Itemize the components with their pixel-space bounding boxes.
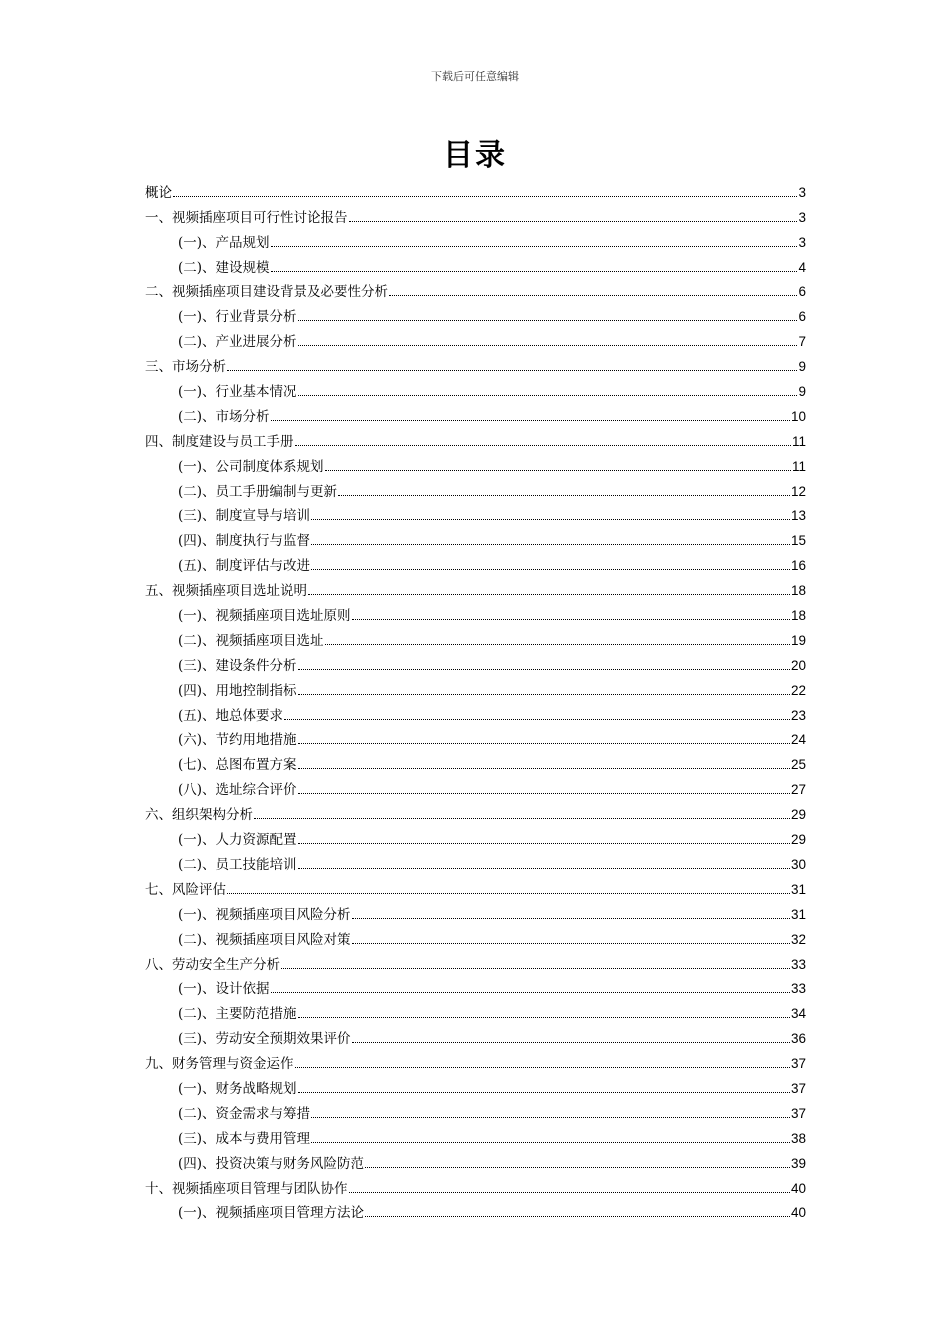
toc-entry[interactable] [145, 773, 806, 798]
toc-entry-title: (四)、用地控制指标 [178, 682, 297, 699]
toc-entry-title: (一)、产品规划 [178, 234, 270, 251]
toc-entry-page-number: 27 [790, 782, 806, 798]
toc-entry-page-number: 36 [790, 1031, 806, 1047]
toc-entry[interactable] [145, 748, 806, 773]
header-note: 下载后可任意编辑 [431, 70, 519, 83]
toc-dot-leader [352, 918, 790, 919]
toc-entry-title: (二)、视频插座项目选址 [178, 632, 324, 649]
toc-entry[interactable] [145, 798, 806, 823]
toc-entry[interactable] [145, 1147, 806, 1172]
toc-dot-leader [365, 1216, 790, 1217]
toc-entry-page-number: 31 [790, 906, 806, 922]
toc-entry-page-number: 6 [798, 309, 806, 325]
toc-dot-leader [298, 793, 790, 794]
toc-entry[interactable] [145, 699, 806, 724]
toc-entry[interactable] [145, 176, 806, 201]
toc-dot-leader [325, 644, 790, 645]
toc-entry-title: (一)、视频插座项目管理方法论 [178, 1205, 365, 1222]
toc-entry-title: (一)、财务战略规划 [178, 1080, 297, 1097]
toc-entry-title: (二)、员工技能培训 [178, 856, 297, 873]
toc-entry[interactable] [145, 325, 806, 350]
toc-entry-page-number: 3 [798, 209, 806, 225]
toc-dot-leader [281, 968, 790, 969]
toc-entry-title: (三)、劳动安全预期效果评价 [178, 1031, 351, 1048]
toc-entry-page-number: 12 [790, 483, 806, 499]
toc-dot-leader [298, 1092, 790, 1093]
toc-dot-leader [349, 221, 798, 222]
toc-entry[interactable] [145, 500, 806, 525]
toc-dot-leader [352, 1042, 790, 1043]
toc-entry-title: (五)、地总体要求 [178, 707, 284, 724]
toc-entry-page-number: 10 [790, 408, 806, 424]
toc-entry[interactable] [145, 300, 806, 325]
toc-entry-title: (二)、员工手册编制与更新 [178, 483, 338, 500]
toc-dot-leader [271, 246, 798, 247]
toc-dot-leader [298, 743, 790, 744]
toc-entry-page-number: 4 [798, 259, 806, 275]
toc-entry-page-number: 13 [790, 508, 806, 524]
toc-entry-page-number: 30 [790, 856, 806, 872]
toc-dot-leader [298, 320, 798, 321]
toc-entry[interactable] [145, 1072, 806, 1097]
toc-dot-leader [298, 868, 790, 869]
toc-dot-leader [295, 1067, 790, 1068]
toc-dot-leader [308, 594, 790, 595]
toc-entry-title: 五、视频插座项目选址说明 [145, 583, 307, 600]
toc-entry-page-number: 22 [790, 682, 806, 698]
toc-entry[interactable] [145, 624, 806, 649]
toc-entry-page-number: 11 [791, 458, 806, 474]
toc-entry-title: (八)、选址综合评价 [178, 782, 297, 799]
toc-entry-page-number: 32 [790, 931, 806, 947]
toc-dot-leader [352, 619, 790, 620]
toc-entry-title: (一)、视频插座项目风险分析 [178, 906, 351, 923]
toc-entry-title: (一)、视频插座项目选址原则 [178, 608, 351, 625]
toc-entry[interactable] [145, 973, 806, 998]
toc-entry-page-number: 39 [790, 1155, 806, 1171]
toc-entry[interactable] [145, 823, 806, 848]
toc-dot-leader [365, 1167, 790, 1168]
toc-entry-page-number: 18 [790, 608, 806, 624]
toc-entry[interactable] [145, 923, 806, 948]
toc-entry-page-number: 33 [790, 981, 806, 997]
toc-entry-title: (六)、节约用地措施 [178, 732, 297, 749]
toc-entry[interactable] [145, 1047, 806, 1072]
toc-entry-page-number: 29 [790, 807, 806, 823]
toc-dot-leader [352, 943, 790, 944]
toc-entry-title: (一)、人力资源配置 [178, 832, 297, 849]
toc-entry-page-number: 9 [798, 384, 806, 400]
toc-entry-title: (三)、制度宣导与培训 [178, 508, 311, 525]
toc-entry-title: (二)、主要防范措施 [178, 1006, 297, 1023]
toc-entry[interactable] [145, 724, 806, 749]
toc-entry-page-number: 37 [790, 1080, 806, 1096]
toc-entry-page-number: 15 [790, 533, 806, 549]
toc-entry[interactable] [145, 1122, 806, 1147]
toc-entry-title: (三)、成本与费用管理 [178, 1130, 311, 1147]
toc-entry-title: (七)、总图布置方案 [178, 757, 297, 774]
toc-entry[interactable] [145, 848, 806, 873]
toc-entry-title: (二)、产业进展分析 [178, 334, 297, 351]
toc-entry-page-number: 20 [790, 657, 806, 673]
toc-dot-leader [254, 818, 790, 819]
toc-entry-page-number: 31 [790, 881, 806, 897]
toc-dot-leader [227, 893, 790, 894]
toc-entry-title: 概论 [145, 184, 172, 201]
toc-entry[interactable] [145, 599, 806, 624]
toc-entry[interactable] [145, 400, 806, 425]
toc-entry-page-number: 9 [798, 359, 806, 375]
toc-entry[interactable] [145, 898, 806, 923]
toc-entry[interactable] [145, 251, 806, 276]
toc-entry-page-number: 37 [790, 1056, 806, 1072]
toc-entry-title: (二)、建设规模 [178, 259, 270, 276]
toc-entry[interactable] [145, 201, 806, 226]
toc-entry-title: (二)、视频插座项目风险对策 [178, 931, 351, 948]
toc-entry-page-number: 16 [790, 558, 806, 574]
toc-entry-page-number: 7 [798, 334, 806, 350]
toc-entry-title: 二、视频插座项目建设背景及必要性分析 [145, 284, 388, 301]
toc-dot-leader [325, 470, 791, 471]
toc-entry-page-number: 37 [790, 1105, 806, 1121]
toc-entry-title: 六、组织架构分析 [145, 807, 253, 824]
toc-entry-title: (一)、设计依据 [178, 981, 270, 998]
toc-dot-leader [311, 569, 790, 570]
toc-entry-title: (一)、行业基本情况 [178, 384, 297, 401]
toc-entry[interactable] [145, 574, 806, 599]
toc-entry-title: 十、视频插座项目管理与团队协作 [145, 1180, 348, 1197]
toc-entry-page-number: 24 [790, 732, 806, 748]
toc-entry[interactable] [145, 450, 806, 475]
toc-entry-title: 一、视频插座项目可行性讨论报告 [145, 209, 348, 226]
toc-entry-page-number: 19 [790, 632, 806, 648]
toc-entry-page-number: 11 [791, 433, 806, 449]
toc-dot-leader [298, 694, 790, 695]
toc-entry[interactable] [145, 948, 806, 973]
toc-entry-title: 三、市场分析 [145, 359, 226, 376]
toc-entry-title: (二)、市场分析 [178, 408, 270, 425]
toc-entry-title: (五)、制度评估与改进 [178, 558, 311, 575]
toc-entry-title: (四)、投资决策与财务风险防范 [178, 1155, 365, 1172]
toc-entry[interactable] [145, 1172, 806, 1197]
toc-title: 目录 [443, 138, 507, 173]
toc-dot-leader [311, 544, 790, 545]
toc-dot-leader [227, 370, 797, 371]
toc-entry[interactable] [145, 375, 806, 400]
toc-entry[interactable] [145, 649, 806, 674]
toc-entry[interactable] [145, 524, 806, 549]
toc-entry[interactable] [145, 1197, 806, 1222]
toc-dot-leader [271, 992, 790, 993]
toc-entry-title: (一)、行业背景分析 [178, 309, 297, 326]
toc-entry-title: 九、财务管理与资金运作 [145, 1056, 294, 1073]
toc-entry-page-number: 23 [790, 707, 806, 723]
toc-entry-title: (二)、资金需求与筹措 [178, 1105, 311, 1122]
toc-dot-leader [338, 495, 790, 496]
toc-dot-leader [349, 1192, 790, 1193]
toc-entry-title: 八、劳动安全生产分析 [145, 956, 280, 973]
toc-dot-leader [271, 420, 790, 421]
toc-dot-leader [271, 271, 798, 272]
toc-entry-page-number: 29 [790, 832, 806, 848]
toc-entry-title: (三)、建设条件分析 [178, 657, 297, 674]
toc-entry-title: 四、制度建设与员工手册 [145, 433, 294, 450]
toc-entry[interactable] [145, 674, 806, 699]
toc-dot-leader [295, 445, 791, 446]
toc-entry-page-number: 33 [790, 956, 806, 972]
toc-entry[interactable] [145, 276, 806, 301]
toc-dot-leader [389, 295, 797, 296]
toc-dot-leader [298, 669, 790, 670]
toc-entry[interactable] [145, 549, 806, 574]
toc-entry-page-number: 25 [790, 757, 806, 773]
toc-entry[interactable] [145, 475, 806, 500]
toc-entry-title: 七、风险评估 [145, 881, 226, 898]
toc-entry[interactable] [145, 350, 806, 375]
toc-dot-leader [284, 719, 790, 720]
toc-list [145, 176, 806, 1221]
toc-entry[interactable] [145, 873, 806, 898]
toc-entry-page-number: 38 [790, 1130, 806, 1146]
toc-entry[interactable] [145, 1097, 806, 1122]
toc-entry-page-number: 3 [798, 184, 806, 200]
toc-entry-title: (一)、公司制度体系规划 [178, 458, 324, 475]
toc-dot-leader [311, 1117, 790, 1118]
toc-dot-leader [298, 843, 790, 844]
toc-entry[interactable] [145, 226, 806, 251]
toc-dot-leader [311, 1142, 790, 1143]
toc-dot-leader [298, 1017, 790, 1018]
toc-entry[interactable] [145, 425, 806, 450]
toc-entry-page-number: 6 [798, 284, 806, 300]
toc-entry[interactable] [145, 1022, 806, 1047]
toc-entry-page-number: 40 [790, 1205, 806, 1221]
toc-dot-leader [298, 345, 798, 346]
toc-entry-page-number: 40 [790, 1180, 806, 1196]
toc-entry-page-number: 3 [798, 234, 806, 250]
toc-dot-leader [311, 519, 790, 520]
toc-dot-leader [298, 395, 798, 396]
toc-entry-page-number: 18 [790, 583, 806, 599]
toc-dot-leader [173, 196, 797, 197]
toc-entry[interactable] [145, 997, 806, 1022]
toc-entry-title: (四)、制度执行与监督 [178, 533, 311, 550]
toc-entry-page-number: 34 [790, 1006, 806, 1022]
toc-dot-leader [298, 768, 790, 769]
